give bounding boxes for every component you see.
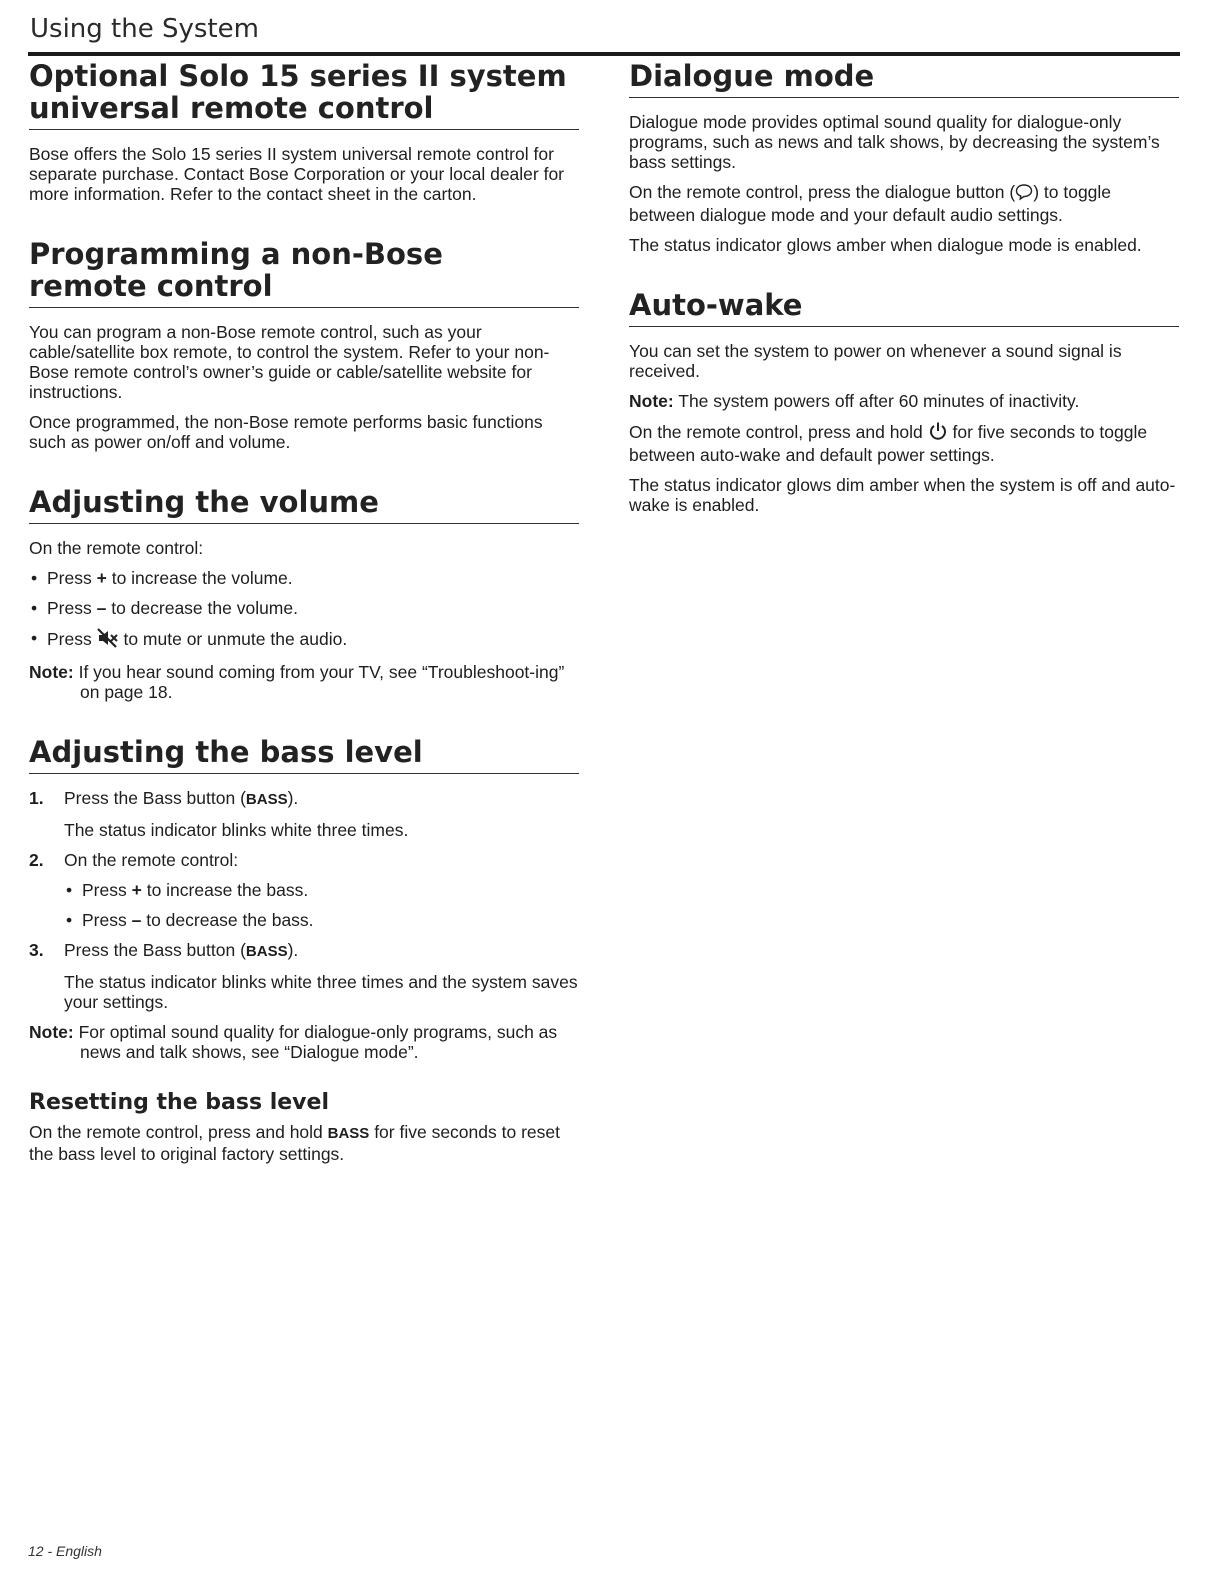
right-column [629,60,1179,549]
plus-symbol: + [131,880,142,900]
heading-programming-remote [29,238,579,308]
section-header: Using the System [30,14,259,44]
section-bass [29,736,579,1062]
list-item [29,568,579,588]
section-programming-remote [29,238,579,452]
text: to increase the volume. [106,568,293,588]
step [29,788,579,840]
paragraph: On the remote control: [29,538,204,558]
paragraph: The status indicator glows dim amber when the system is off and auto-wake is enabled. [629,475,1176,515]
power-icon [928,421,948,445]
paragraph [29,1122,579,1164]
heading-line: remote control [29,269,273,303]
text: Press [82,880,132,900]
dialogue-icon [1015,183,1033,205]
step-detail: The status indicator blinks white three times and the system saves your settings. [64,972,578,1012]
paragraph: Dialogue mode provides optimal sound quality for dialogue-only programs, such as news and talk shows, by decreasing the system’s bass settings. [629,112,1160,172]
heading-bass: Adjusting the bass level [29,736,579,774]
list-item [29,598,579,618]
paragraph: Once programmed, the non-Bose remote performs basic functions such as power on/off and volume. [29,412,543,452]
text: to decrease the volume. [106,598,298,618]
volume-list [29,568,579,652]
paragraph: You can program a non-Bose remote control, such as your cable/satellite box remote, to control the system. Refer to your non-Bose remote control’s owner’s guide or cable/satellite website for instructions. [29,322,550,402]
step-number: 1. [29,788,44,808]
note-text: For optimal sound quality for dialogue-only programs, such as news and talk shows, see “Dialogue mode”. [73,1022,558,1062]
paragraph: The status indicator glows amber when dialogue mode is enabled. [629,235,1142,255]
mute-icon [97,628,119,652]
note [629,391,1179,411]
bass-label: BASS [327,1125,370,1142]
heading-dialogue: Dialogue mode [629,60,1179,98]
text: On the remote control, press and hold [29,1122,328,1142]
minus-symbol: – [131,910,142,930]
bass-sublist [64,880,579,930]
heading-line: Optional Solo 15 series II system [29,59,567,93]
note [29,1022,579,1062]
heading-line: Programming a non-Bose [29,237,443,271]
step [29,940,579,1012]
note-text: If you hear sound coming from your TV, see “Troubleshoot-ing” on page 18. [73,662,565,702]
heading-universal-remote [29,60,579,130]
note [29,662,579,702]
text: ). [287,788,299,808]
page-footer: 12 - English [28,1543,102,1559]
bass-label: BASS [245,791,288,808]
paragraph: You can set the system to power on whenever a sound signal is received. [629,341,1122,381]
text: Press [47,568,97,588]
header-rule [28,52,1180,56]
text: to decrease the bass. [141,910,314,930]
text: Press the Bass button ( [64,788,246,808]
text: Press the Bass button ( [64,940,246,960]
text: ) to toggle between dialogue mode and your default audio settings. [629,182,1112,225]
paragraph [629,182,1179,225]
heading-reset-bass: Resetting the bass level [29,1090,329,1115]
text: On the remote control, press and hold [629,422,928,442]
paragraph [629,421,1179,465]
note-label: Note: [29,662,74,682]
text: ). [287,940,299,960]
section-dialogue [629,60,1179,255]
plus-symbol: + [96,568,107,588]
note-label: Note: [629,391,674,411]
step-number: 3. [29,940,44,960]
section-reset-bass [29,1090,579,1164]
list-item [29,628,579,652]
paragraph: Bose offers the Solo 15 series II system universal remote control for separate purchase. Contact Bose Corporation or your local dealer for more information. Refer to the contact sheet in the carton. [29,144,565,204]
heading-line: universal remote control [29,91,434,125]
section-auto-wake [629,289,1179,515]
list-item [64,910,579,930]
note-text: The system powers off after 60 minutes of inactivity. [673,391,1080,411]
bass-steps [29,788,579,1012]
text: for five seconds to reset the bass level to original factory settings. [29,1122,560,1164]
note-label: Note: [29,1022,74,1042]
minus-symbol: – [96,598,107,618]
step-detail: The status indicator blinks white three times. [64,820,409,840]
text: to increase the bass. [141,880,309,900]
heading-auto-wake: Auto-wake [629,289,1179,327]
step [29,850,579,930]
heading-volume: Adjusting the volume [29,486,579,524]
text: Press [47,598,97,618]
text: for five seconds to toggle between auto-wake and default power settings. [629,422,1148,465]
bass-label: BASS [245,943,288,960]
step-number: 2. [29,850,44,870]
text: Press [82,910,132,930]
section-universal-remote [29,60,579,204]
text: Press [47,629,97,649]
list-item [64,880,579,900]
left-column [29,60,579,1198]
text: On the remote control, press the dialogue button ( [629,182,1016,202]
text: to mute or unmute the audio. [118,629,348,649]
section-volume [29,486,579,702]
text: On the remote control: [64,850,239,870]
